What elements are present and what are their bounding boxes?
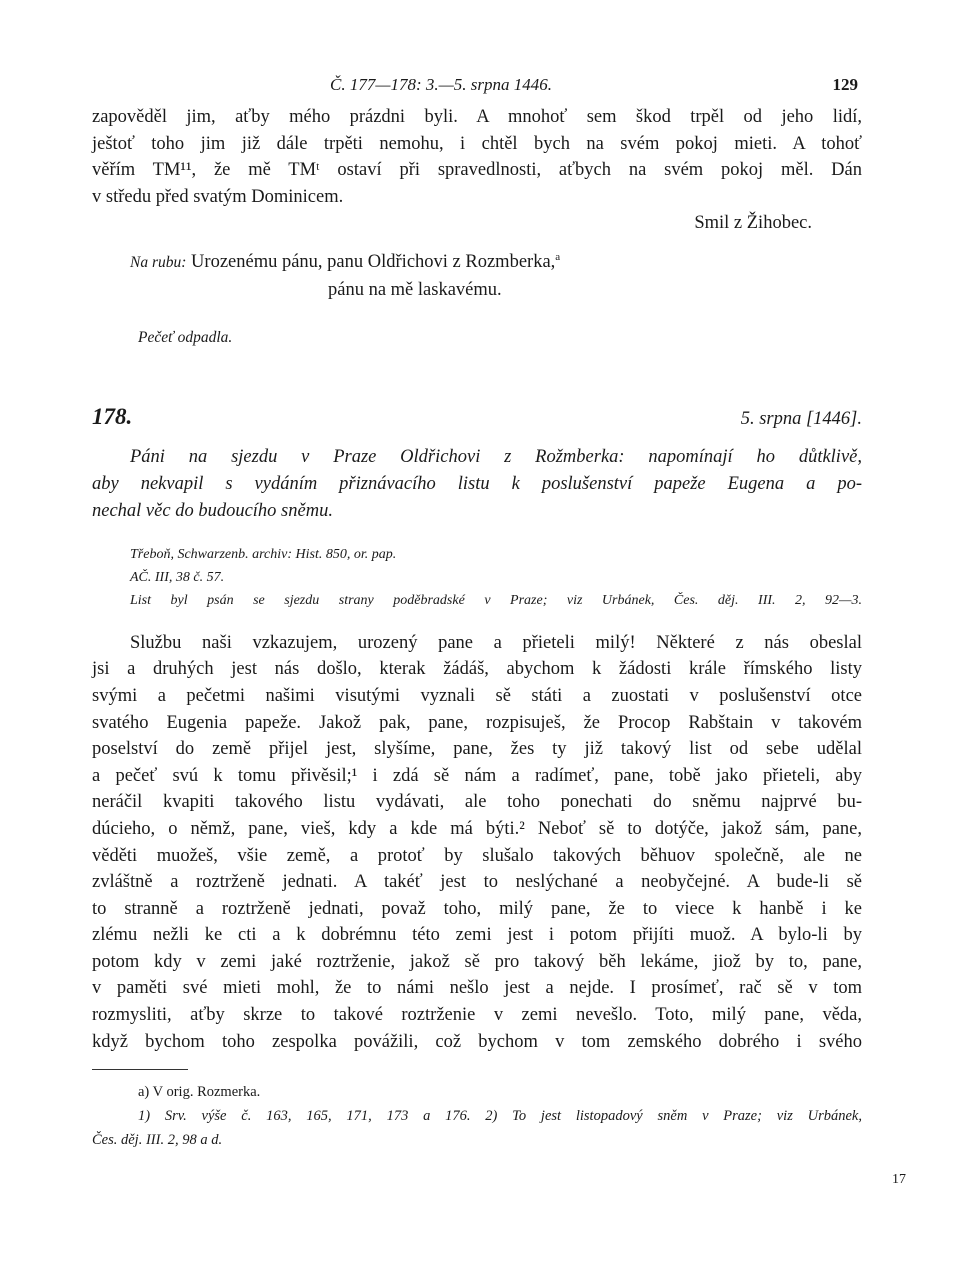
body-line: Službu naši vzkazujem, urozený pane a přieteli milý! Některé z nás obeslal [130, 632, 862, 653]
footnote-line: Čes. děj. III. 2, 98 a d. [92, 1132, 223, 1149]
seal-note: Pečeť odpadla. [138, 329, 233, 347]
source-line: Třeboň, Schwarzenb. archiv: Hist. 850, or. pap. [130, 546, 397, 562]
body-line: jsi a druhých jest nás došlo, kterak žádáš, abychom k žádosti krále římského listy [92, 659, 862, 680]
source-notes [92, 543, 862, 612]
body-line: svými a pečetmi našimi visutými vyznali sě státi a zuostati v poslušenství otce [92, 685, 862, 706]
doc177-text [92, 104, 862, 210]
text-line: věřím TM¹¹, že mě TMᵗ ostaví při spravedlnosti, aťbych na svém pokoj měl. Dán [92, 160, 862, 181]
body-line: věděti muožeš, všie země, a protoť by slušalo takových běhuov společně, ale ne [92, 845, 862, 866]
text-line: ještoť toho jim již dále trpěti nemohu, i chtěl bych na svém pokoj mieti. A tohoť [92, 133, 862, 154]
regest-line: aby nekvapil s vydáním přiznávacího listu k poslušenství papeže Eugena a po- [92, 473, 862, 494]
regest-line: Páni na sjezdu v Praze Oldřichovi z Rožmberka: napomínají ho důtklivě, [130, 446, 862, 467]
body-line: a pečeť svú k tomu přivěsil;¹ i zdá sě nám a radímeť, pane, tobě jako přieteli, aby [92, 765, 862, 786]
signature: Smil z Žihobec. [694, 213, 812, 234]
body-line: potom kdy v zemi jaké roztrženie, jakož sě pro takový běh lekáme, jiož by to, pane, [92, 951, 862, 972]
text-line: zapověděl jim, aťby mého prázdni byli. A mnohoť sem škod trpěl od jeho lidí, [92, 107, 862, 127]
source-line: AČ. III, 38 č. 57. [130, 569, 225, 585]
body-line: zvláštně a roztrženě jednati. A takéť jest to neslýchané a neobyčejné. A bude-li sě [92, 872, 862, 893]
address-line-1: Urozenému pánu, panu Oldřichovi z Rozmberka, [191, 251, 556, 272]
document-page [92, 64, 862, 1152]
body-line: když bychom toho zespolka povážili, což bychom v tom zemského dobrého i svého [92, 1031, 862, 1052]
body-line: neráčil kvapiti takového listu vydávati, ale toho ponechati do sněmu najprvé bu- [92, 792, 862, 813]
body-line: to stranně a roztrženě jednati, považ toho, milý pane, že to viece k hanbě i ke [92, 898, 862, 919]
address-block [92, 249, 862, 303]
source-line: List byl psán se sjezdu strany poděbradské v Praze; viz Urbánek, Čes. děj. III. 2, 92—3. [130, 592, 862, 608]
regest-line: nechal věc do budoucího sněmu. [92, 500, 333, 521]
sheet-number: 17 [892, 1172, 906, 1187]
page-header [92, 64, 862, 104]
footnotes-numbered [92, 1104, 862, 1152]
page-number: 129 [832, 75, 858, 94]
document-number: 178. [92, 403, 133, 429]
body-line: rozmysliti, aťby skrze to takové roztrženie v zemi nevešlo. Toto, milý pane, věda, [92, 1005, 862, 1026]
text-line: v středu před svatým Dominicem. [92, 186, 344, 207]
document-heading [92, 404, 862, 444]
regest [92, 444, 862, 525]
address-label: Na rubu: [130, 253, 187, 271]
body-line: zlému nežli ke cti a k dobrémnu této zemi jest i potom přijíti muož. A bylo-li by [92, 925, 862, 946]
body-line: svatého Eugenia papeže. Jakož pak, pane, rozpisuješ, že Procop Rabštain v takovém [92, 712, 862, 733]
footnote-letter: a) V orig. Rozmerka. [138, 1084, 261, 1101]
note-mark: a [555, 250, 561, 263]
body-line: dúcieho, o němž, pane, vieš, kdy a kde má býti.² Neboť sě to dotýče, jakož sám, pane, [92, 818, 862, 839]
running-title: Č. 177—178: 3.—5. srpna 1446. [330, 75, 552, 94]
document-date: 5. srpna [1446]. [740, 408, 862, 429]
letter-body [92, 630, 862, 1056]
footnote-line: 1) Srv. výše č. 163, 165, 171, 173 a 176. 2) To jest listopadový sněm v Praze; viz Urbánek, [138, 1108, 862, 1125]
footnote-divider [92, 1069, 188, 1070]
body-line: v paměti své mieti mohl, že to námi nešlo jest a nejde. I prosímeť, rač sě v tom [92, 978, 862, 999]
body-line: poselství do země přijel jest, slyšíme, pane, žes ty již takový list od sebe udělal [92, 739, 862, 760]
address-line-2: pánu na mě laskavému. [328, 279, 502, 300]
